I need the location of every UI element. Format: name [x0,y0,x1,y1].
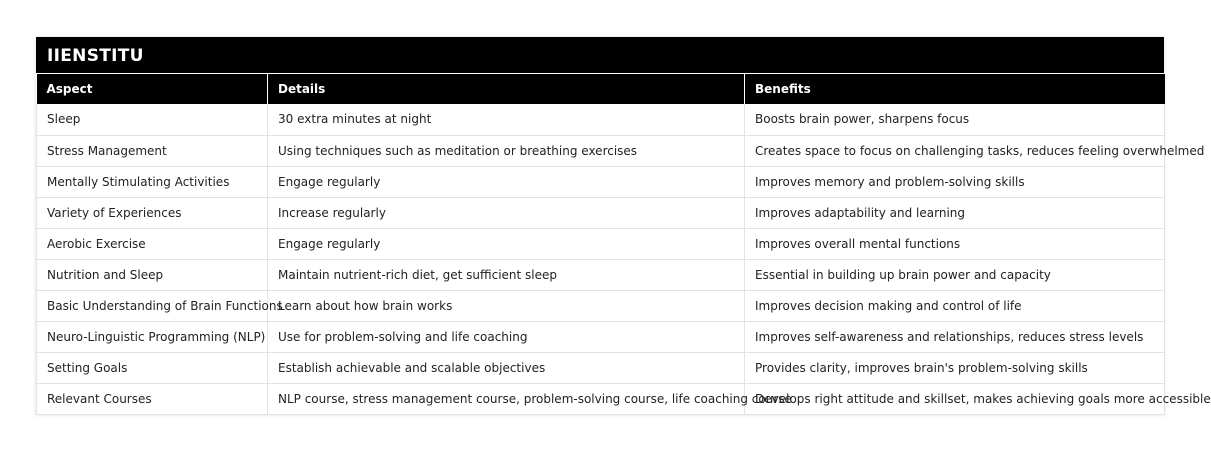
benefits-cell: Improves decision making and control of life [745,290,1165,321]
table-row [37,197,1165,228]
table-row [37,352,1165,383]
details-cell: Increase regularly [268,197,745,228]
data-table [36,74,1211,415]
aspect-cell: Mentally Stimulating Activities [37,166,268,197]
header-row [37,74,1165,104]
benefits-cell: Boosts brain power, sharpens focus [745,104,1165,135]
details-cell: Learn about how brain works [268,290,745,321]
details-cell: Engage regularly [268,228,745,259]
details-cell: Using techniques such as meditation or breathing exercises [268,135,745,166]
aspect-cell: Basic Understanding of Brain Functions [37,290,268,321]
benefits-cell: Creates space to focus on challenging tasks, reduces feeling overwhelmed [745,135,1165,166]
benefits-cell: Provides clarity, improves brain's problem-solving skills [745,352,1165,383]
details-cell: Engage regularly [268,166,745,197]
aspect-cell: Relevant Courses [37,383,268,414]
table-row [37,383,1165,414]
table-row [37,166,1165,197]
table-row [37,104,1165,135]
benefits-cell: Improves memory and problem-solving skills [745,166,1165,197]
column-header-details: Details [268,74,745,104]
details-cell: Establish achievable and scalable objectives [268,352,745,383]
column-header-benefits: Benefits [745,74,1165,104]
benefits-cell: Improves overall mental functions [745,228,1165,259]
aspect-cell: Neuro-Linguistic Programming (NLP) [37,321,268,352]
details-cell: 30 extra minutes at night [268,104,745,135]
aspect-cell: Variety of Experiences [37,197,268,228]
data-table-container [36,37,1211,415]
aspect-cell: Aerobic Exercise [37,228,268,259]
aspect-cell: Nutrition and Sleep [37,259,268,290]
benefits-cell: Essential in building up brain power and capacity [745,259,1165,290]
aspect-cell: Sleep [37,104,268,135]
column-header-aspect: Aspect [37,74,268,104]
details-cell: Maintain nutrient-rich diet, get sufficient sleep [268,259,745,290]
table-title: IIENSTITU [36,37,1164,74]
table-row [37,228,1165,259]
details-cell: NLP course, stress management course, problem-solving course, life coaching course [268,383,745,414]
table-row [37,135,1165,166]
details-cell: Use for problem-solving and life coaching [268,321,745,352]
benefits-cell: Improves self-awareness and relationships, reduces stress levels [745,321,1165,352]
benefits-cell: Develops right attitude and skillset, makes achieving goals more accessible [745,383,1165,414]
table-row [37,290,1165,321]
benefits-cell: Improves adaptability and learning [745,197,1165,228]
table-row [37,259,1165,290]
aspect-cell: Setting Goals [37,352,268,383]
aspect-cell: Stress Management [37,135,268,166]
table-row [37,321,1165,352]
